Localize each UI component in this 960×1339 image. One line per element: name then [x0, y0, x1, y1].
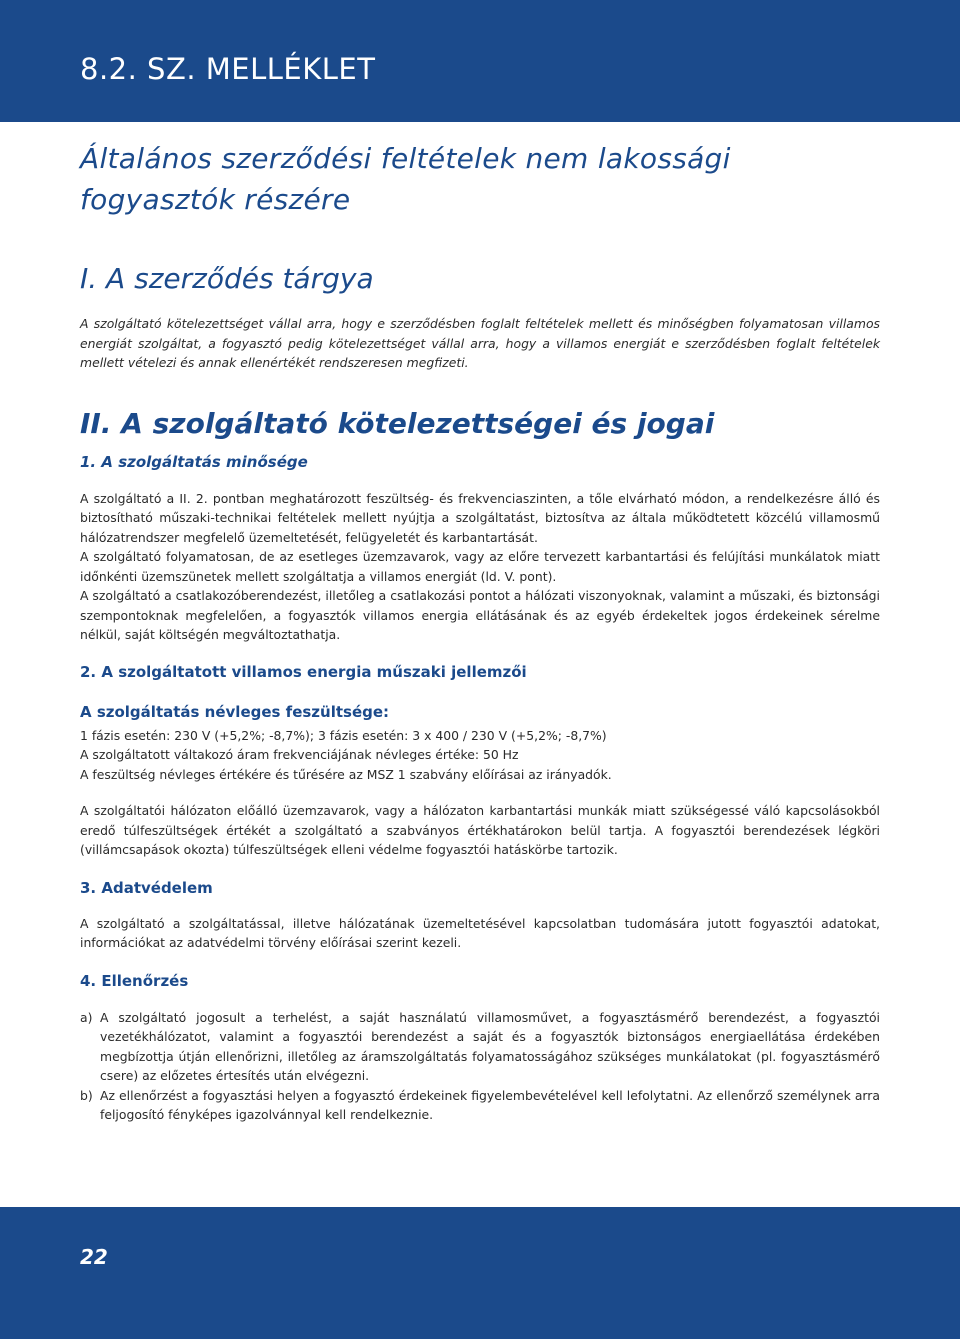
- footer-band: [0, 1207, 960, 1339]
- list-item: [80, 1008, 880, 1086]
- voltage-line-2: A szolgáltatott váltakozó áram frekvenciájának névleges értéke: 50 Hz: [80, 747, 519, 762]
- list-item: [80, 1086, 880, 1125]
- header-band: [0, 0, 960, 122]
- voltage-lines: [80, 726, 880, 785]
- outage-paragraph: A szolgáltatói hálózaton előálló üzemzavarok, vagy a hálózaton karbantartási munkák miatt szükségessé váló kapcsolásokból eredő túlfeszültségek értékét a szolgáltató a szabványos értékhatárokon belül tartja. A fogyasztói berendezések légköri (villámcsapások okozta) túlfeszültségek elleni védelme fogyasztói hatáskörbe tartozik.: [80, 803, 880, 857]
- quality-paragraph-1: A szolgáltató a II. 2. pontban meghatározott feszültség- és frekvenciaszinten, a tőle elvárható módon, a rendelkezésre álló és biztosítható műszaki-technikai feltételek mellett nyújtja a szolgáltatást, biztosítva az általa működtetett közcélú villamosmű hálózatrendszer megfelelő üzemeltetését, felügyeletét és karbantartását.: [80, 490, 880, 545]
- quality-paragraph-3: A szolgáltató a csatlakozóberendezést, illetőleg a csatlakozási pontot a hálózati viszonyoknak, valamint a műszaki, és biztonsági szempontoknak megfelelően, a fogyasztók villamos energia ellátásának és az egyéb érdekeltek jogos érdekeinek sérelme nélkül, saját költségén megváltoztathatja.: [80, 588, 880, 642]
- annex-title: 8.2. SZ. MELLÉKLET: [80, 52, 376, 86]
- page-content: [80, 138, 880, 1125]
- document-title: Általános szerződési feltételek nem lakossági fogyasztók részére: [80, 142, 731, 216]
- page-number: 22: [80, 1245, 108, 1269]
- voltage-heading: A szolgáltatás névleges feszültsége:: [80, 702, 390, 721]
- voltage-line-3: A feszültség névleges értékére és tűrésére az MSZ 1 szabvány előírásai az irányadók.: [80, 766, 612, 782]
- subsection-4-heading: 4. Ellenőrzés: [80, 971, 189, 990]
- data-protection-paragraph: A szolgáltató a szolgáltatással, illetve hálózatának üzemeltetésével kapcsolatban tudomására jutott fogyasztói adatokat, információkat az adatvédelmi törvény előírásai szerint kezeli.: [80, 915, 880, 950]
- section-1-paragraph: A szolgáltató kötelezettséget vállal arra, hogy e szerződésben foglalt feltételek mellett és minőségben folyamatosan villamos energiát szolgáltat, a fogyasztó pedig kötelezettséget vállal arra, hogy a villamos energiát e szerződésben foglalt feltételek mellett vételezi és annak ellenértékét rendszeresen megfizeti.: [80, 316, 880, 370]
- voltage-line-1: 1 fázis esetén: 230 V (+5,2%; -8,7%); 3 fázis esetén: 3 x 400 / 230 V (+5,2%; -8,7%): [80, 727, 607, 743]
- quality-block: [80, 489, 880, 645]
- section-1-heading: I. A szerződés tárgya: [80, 262, 374, 295]
- list-item-text: A szolgáltató jogosult a terhelést, a saját használatú villamosművet, a fogyasztásmérő berendezést, a fogyasztói vezetékhálózatot, valamint a fogyasztói berendezést a saját és a fogyasztók biztonságos energiaellátása érdekében megbízottja útján ellenőrizni, illetőleg az áramszolgáltatás folyamatosságához szükséges munkálatokat (pl. fogyasztásmérő csere) az előzetes értesítés után elvégezni.: [100, 1009, 880, 1083]
- list-item-text: Az ellenőrzést a fogyasztási helyen a fogyasztó érdekeinek figyelembevételével kell lefolytatni. Az ellenőrző személynek arra feljogosító fényképes igazolvánnyal kell rendelkeznie.: [100, 1087, 880, 1122]
- subsection-2-heading: 2. A szolgáltatott villamos energia műszaki jellemzői: [80, 662, 527, 681]
- subsection-1-heading: 1. A szolgáltatás minősége: [80, 452, 308, 471]
- subsection-3-heading: 3. Adatvédelem: [80, 878, 213, 897]
- inspection-list: [80, 1008, 880, 1125]
- list-marker: a): [80, 1009, 93, 1025]
- list-marker: b): [80, 1087, 93, 1103]
- quality-paragraph-2: A szolgáltató folyamatosan, de az esetleges üzemzavarok, vagy az előre tervezett karbantartási és felújítási munkálatok miatt időnkénti üzemszünetek mellett szolgáltatja a villamos energiát (ld. V. pont).: [80, 549, 880, 584]
- section-2-heading: II. A szolgáltató kötelezettségei és jogai: [80, 406, 715, 440]
